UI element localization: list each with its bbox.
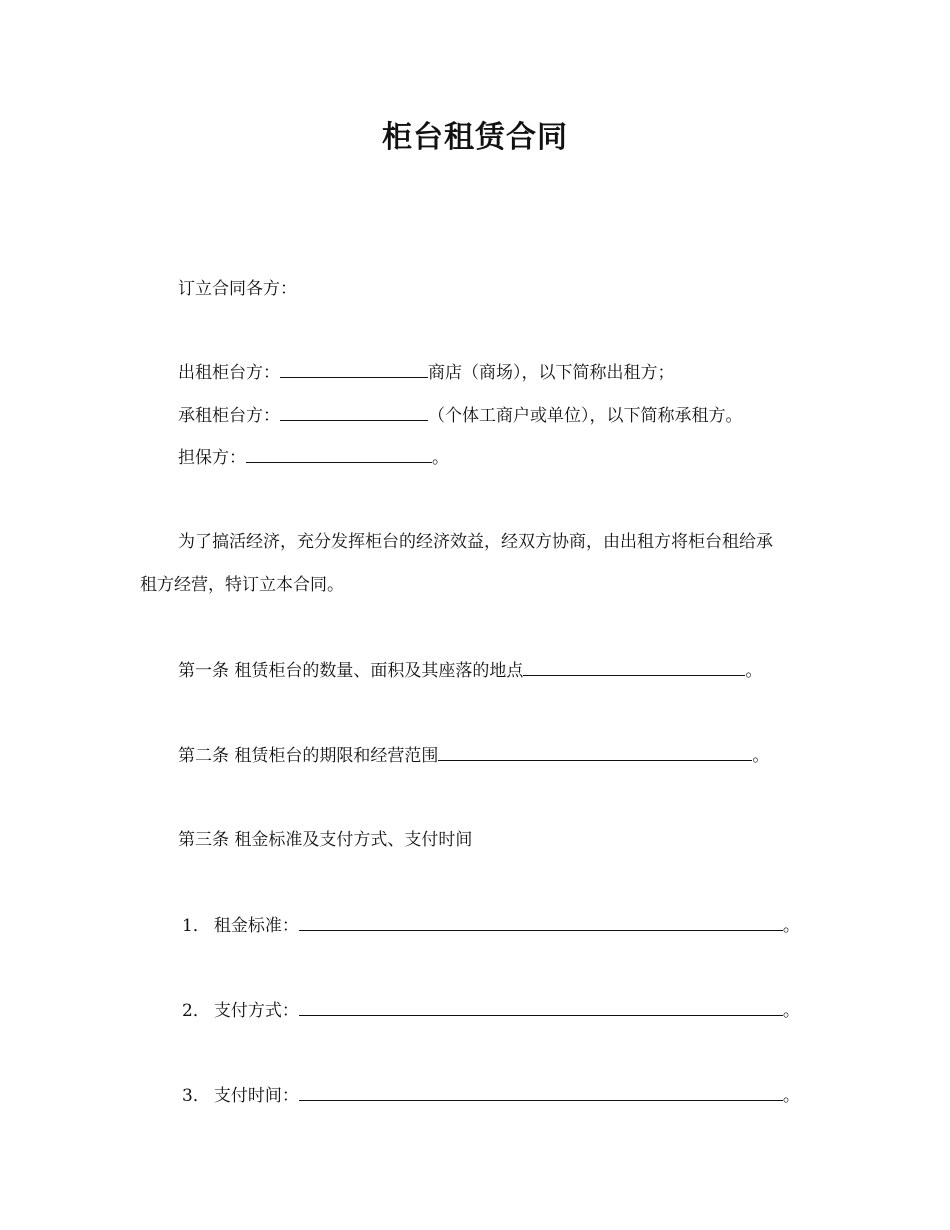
article-1-text: 第一条 租赁柜台的数量、面积及其座落的地点 bbox=[178, 661, 524, 681]
item-payment-time bbox=[182, 1084, 800, 1108]
item-number: 3． bbox=[182, 1086, 210, 1106]
item-rent-standard bbox=[182, 914, 800, 938]
article-2-text: 第二条 租赁柜台的期限和经营范围 bbox=[178, 746, 439, 766]
lessor-blank[interactable] bbox=[280, 361, 428, 378]
item-number: 2． bbox=[182, 1001, 210, 1021]
lessee-label: 承租柜台方： bbox=[178, 406, 280, 426]
lessor-suffix: 商店（商场），以下简称出租方； bbox=[428, 363, 675, 383]
parties-heading: 订立合同各方： bbox=[178, 279, 297, 299]
lessor-line bbox=[178, 361, 675, 385]
item-payment-method bbox=[182, 999, 800, 1023]
preamble-line-1: 为了搞活经济，充分发挥柜台的经济效益，经双方协商，由出租方将柜台租给承 bbox=[178, 532, 773, 552]
guarantor-label: 担保方： bbox=[178, 448, 246, 468]
item-suffix: 。 bbox=[782, 916, 800, 936]
article-3: 第三条 租金标准及支付方式、支付时间 bbox=[178, 830, 473, 850]
article-1-blank[interactable] bbox=[523, 659, 745, 676]
item-label: 支付时间： bbox=[213, 1086, 299, 1106]
preamble-line-2: 租方经营，特订立本合同。 bbox=[140, 575, 344, 595]
guarantor-line bbox=[178, 446, 449, 470]
lessee-blank[interactable] bbox=[280, 404, 428, 421]
guarantor-blank[interactable] bbox=[246, 446, 432, 463]
payment-method-blank[interactable] bbox=[299, 999, 783, 1016]
rent-standard-blank[interactable] bbox=[299, 914, 783, 931]
article-2-blank[interactable] bbox=[438, 744, 752, 761]
article-2 bbox=[178, 744, 769, 768]
lessee-line bbox=[178, 404, 743, 428]
item-label: 支付方式： bbox=[213, 1001, 299, 1021]
guarantor-suffix: 。 bbox=[432, 448, 449, 468]
document-title: 柜台租赁合同 bbox=[382, 120, 568, 155]
item-label: 租金标准： bbox=[213, 916, 299, 936]
item-suffix: 。 bbox=[782, 1001, 800, 1021]
article-1 bbox=[178, 659, 762, 683]
payment-time-blank[interactable] bbox=[299, 1084, 783, 1101]
lessee-suffix: （个体工商户或单位），以下简称承租方。 bbox=[428, 406, 743, 426]
item-number: 1． bbox=[182, 916, 210, 936]
lessor-label: 出租柜台方： bbox=[178, 363, 280, 383]
article-2-suffix: 。 bbox=[752, 746, 770, 766]
article-1-suffix: 。 bbox=[745, 661, 763, 681]
item-suffix: 。 bbox=[782, 1086, 800, 1106]
